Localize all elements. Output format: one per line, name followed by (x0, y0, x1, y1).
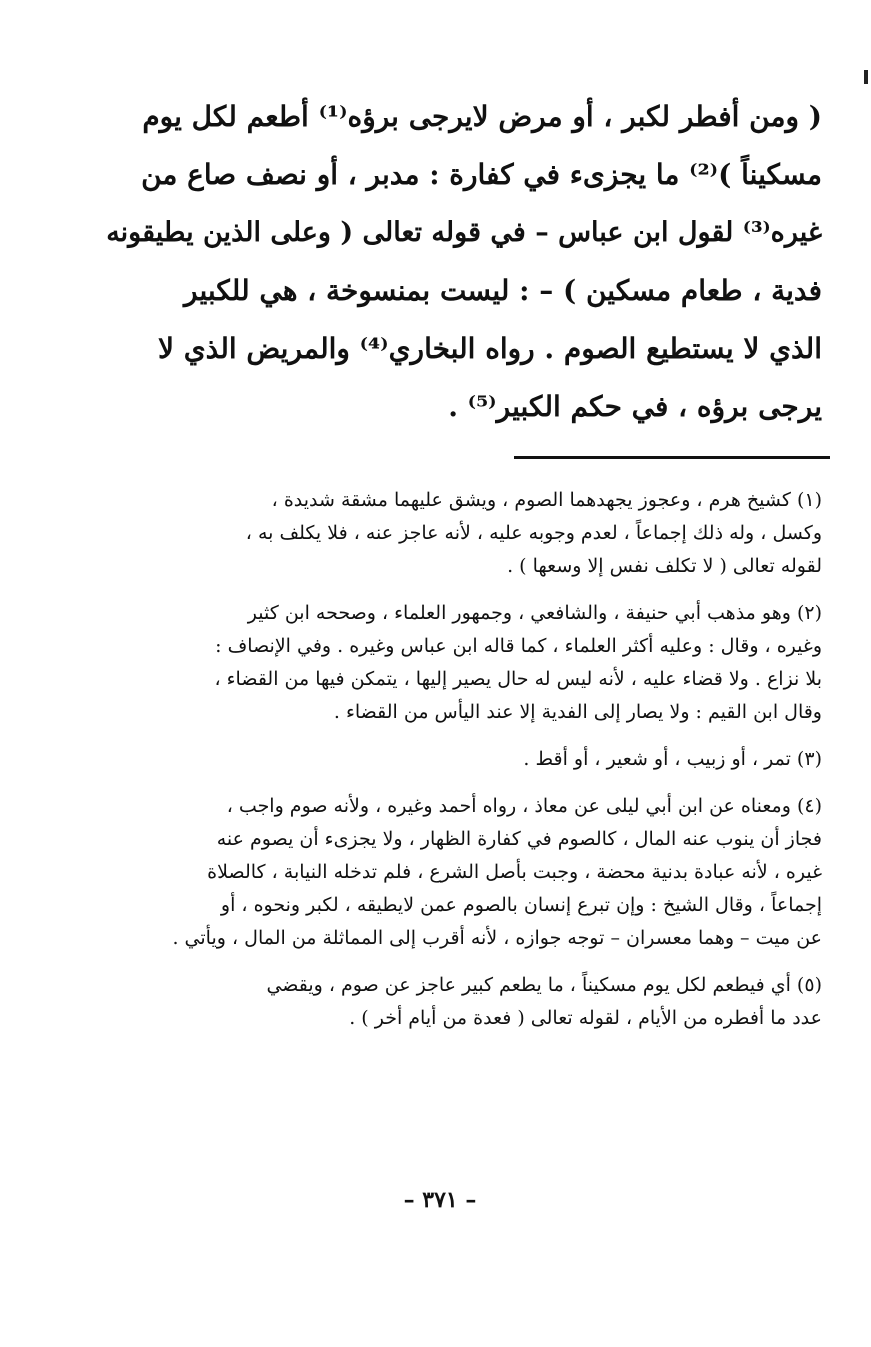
footnote-line: عدد ما أفطره من الأيام ، لقوله تعالى ( فعدة من أيام أخر ) . (349, 1007, 822, 1029)
main-text-line: مسكيناً )⁽²⁾ ما يجزىء في كفارة : مدبر ، أو نصف صاع من (141, 158, 822, 191)
footnote-line: (١) كشيخ هرم ، وعجوز يجهدهما الصوم ، ويشق عليهما مشقة شديدة ، (271, 489, 822, 511)
footnote-line: (٣) تمر ، أو زبيب ، أو شعير ، أو أقط . (523, 748, 822, 770)
footnote-3 (100, 743, 822, 776)
main-text-line: الذي لا يستطيع الصوم . رواه البخاري⁽⁴⁾ والمريض الذي لا (157, 332, 822, 365)
footnote-line: (٥) أي فيطعم لكل يوم مسكيناً ، ما يطعم كبير عاجز عن صوم ، ويقضي (266, 974, 822, 996)
footnote-divider (514, 456, 830, 459)
footnotes-block (100, 484, 822, 1049)
footnote-4 (100, 790, 822, 955)
main-text-block (100, 88, 822, 436)
footnote-line: غيره ، لأنه عبادة بدنية محضة ، وجبت بأصل الشرع ، فلم تدخله النيابة ، كالصلاة (207, 861, 822, 883)
main-text-line: ( ومن أفطر لكبر ، أو مرض لايرجى برؤه⁽¹⁾ أطعم لكل يوم (142, 100, 822, 133)
scan-edge-mark (864, 70, 868, 84)
footnote-2 (100, 597, 822, 729)
main-text-line: يرجى برؤه ، في حكم الكبير⁽⁵⁾ . (448, 390, 822, 423)
footnote-line: فجاز أن ينوب عنه المال ، كالصوم في كفارة الظهار ، ولا يجزىء أن يصوم عنه (216, 828, 822, 850)
footnote-line: بلا نزاع . ولا قضاء عليه ، لأنه ليس له حال يصير إليها ، يتمكن فيها من القضاء ، (214, 668, 822, 690)
footnote-line: وكسل ، وله ذلك إجماعاً ، لعدم وجوبه عليه ، لأنه عاجز عنه ، فلا يكلف به ، (245, 522, 822, 544)
footnote-line: إجماعاً ، وقال الشيخ : وإن تبرع إنسان بالصوم عمن لايطيقه ، لكبر ونحوه ، أو (220, 894, 822, 916)
footnote-line: لقوله تعالى ( لا تكلف نفس إلا وسعها ) . (507, 555, 822, 577)
page-number: – ٣٧١ – (403, 1187, 477, 1213)
footnote-line: وغيره ، وقال : وعليه أكثر العلماء ، كما قاله ابن عباس وغيره . وفي الإنصاف : (215, 635, 822, 657)
main-text-line: غيره⁽³⁾ لقول ابن عباس – في قوله تعالى ( وعلى الذين يطيقونه (106, 217, 822, 248)
footnote-line: (٢) وهو مذهب أبي حنيفة ، والشافعي ، وجمهور العلماء ، وصححه ابن كثير (247, 602, 822, 624)
footnote-line: عن ميت – وهما معسران – توجه جوازه ، لأنه أقرب إلى المماثلة من المال ، ويأتي . (172, 927, 822, 949)
main-text-line: فدية ، طعام مسكين ) – : ليست بمنسوخة ، هي للكبير (184, 274, 822, 307)
footnote-5 (100, 969, 822, 1035)
footnote-1 (100, 484, 822, 583)
footnote-line: (٤) ومعناه عن ابن أبي ليلى عن معاذ ، رواه أحمد وغيره ، ولأنه صوم واجب ، (226, 795, 822, 817)
footnote-line: وقال ابن القيم : ولا يصار إلى الفدية إلا عند اليأس من القضاء . (333, 701, 822, 723)
